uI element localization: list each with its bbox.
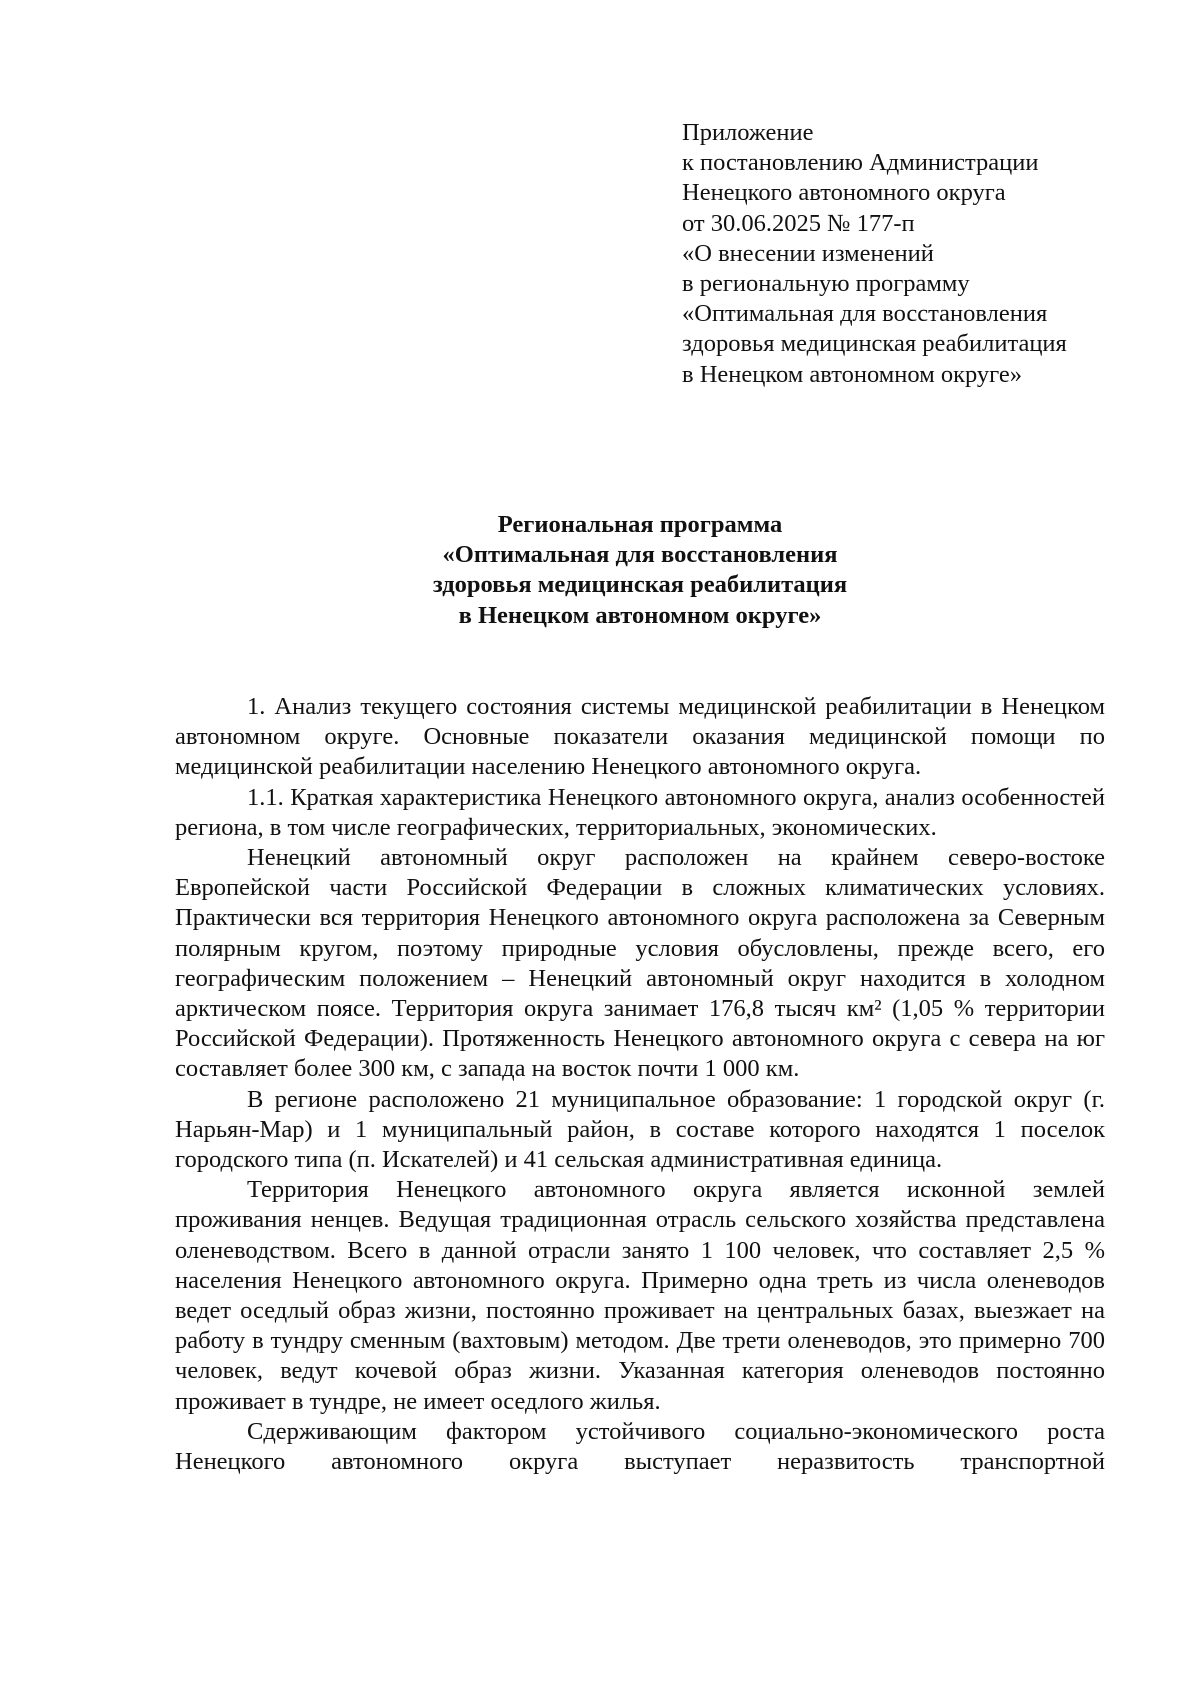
body-paragraph: Территория Ненецкого автономного округа является исконной землей проживания ненцев. Ведущая традиционная отрасль сельского хозяйства представлена оленеводством. Всего в данной отрасли занято 1 100 человек, что составляет 2,5 % населения Ненецкого автономного округа. Примерно одна треть из числа оленеводов ведет оседлый образ жизни, постоянно проживает на центральных базах, выезжает на работу в тундру сменным (вахтовым) методом. Две трети оленеводов, это примерно 700 человек, ведут кочевой образ жизни. Указанная категория оленеводов постоянно проживает в тундре, не имеет оседлого жилья.	[175, 1176, 1105, 1415]
title-line: в Ненецком автономном округе»	[458, 601, 822, 629]
title-line: Региональная программа	[497, 511, 783, 538]
subsection-heading-paragraph: 1.1. Краткая характеристика Ненецкого автономного округа, анализ особенностей региона, в том числе географических, территориальных, экономических.	[175, 783, 1105, 841]
appendix-line: в региональную программу	[682, 270, 970, 298]
appendix-line: «Оптимальная для восстановления	[682, 300, 1048, 328]
appendix-header	[682, 118, 1162, 390]
appendix-line: к постановлению Администрации	[682, 149, 1039, 177]
appendix-line: от 30.06.2025 № 177-п	[682, 209, 915, 237]
appendix-line: в Ненецком автономном округе»	[682, 360, 1022, 388]
body-paragraph: В регионе расположено 21 муниципальное образование: 1 городской округ (г. Нарьян-Мар) и 1 муниципальный район, в составе которого находятся 1 поселок городского типа (п. Искателей) и 41 сельская административная единица.	[175, 1085, 1105, 1174]
section-heading-paragraph: 1. Анализ текущего состояния системы медицинской реабилитации в Ненецком автономном округе. Основные показатели оказания медицинской помощи по медицинской реабилитации населению Ненецкого автономного округа.	[175, 693, 1105, 781]
body-paragraph-continued: Сдерживающим фактором устойчивого социально-экономического роста Ненецкого автономного округа выступает неразвитость транспортной	[175, 1417, 1105, 1476]
appendix-line: здоровья медицинская реабилитация	[682, 330, 1067, 358]
appendix-line: Ненецкого автономного округа	[682, 179, 1006, 207]
appendix-line: Приложение	[682, 119, 814, 146]
title-line: здоровья медицинская реабилитация	[432, 571, 848, 599]
appendix-line: «О внесении изменений	[682, 239, 934, 267]
document-title	[175, 510, 1105, 631]
body-paragraph: Ненецкий автономный округ расположен на крайнем северо-востоке Европейской части Российской Федерации в сложных климатических условиях. Практически вся территория Ненецкого автономного округа расположена за Северным полярным кругом, поэтому природные условия обусловлены, прежде всего, его географическим положением – Ненецкий автономный округ находится в холодном арктическом поясе. Территория округа занимает 176,8 тысяч км² (1,05 % территории Российской Федерации). Протяженность Ненецкого автономного округа с севера на юг составляет более 300 км, с запада на восток почти 1 000 км.	[175, 844, 1105, 1083]
document-body	[175, 692, 1105, 1477]
title-line: «Оптимальная для восстановления	[442, 541, 838, 569]
